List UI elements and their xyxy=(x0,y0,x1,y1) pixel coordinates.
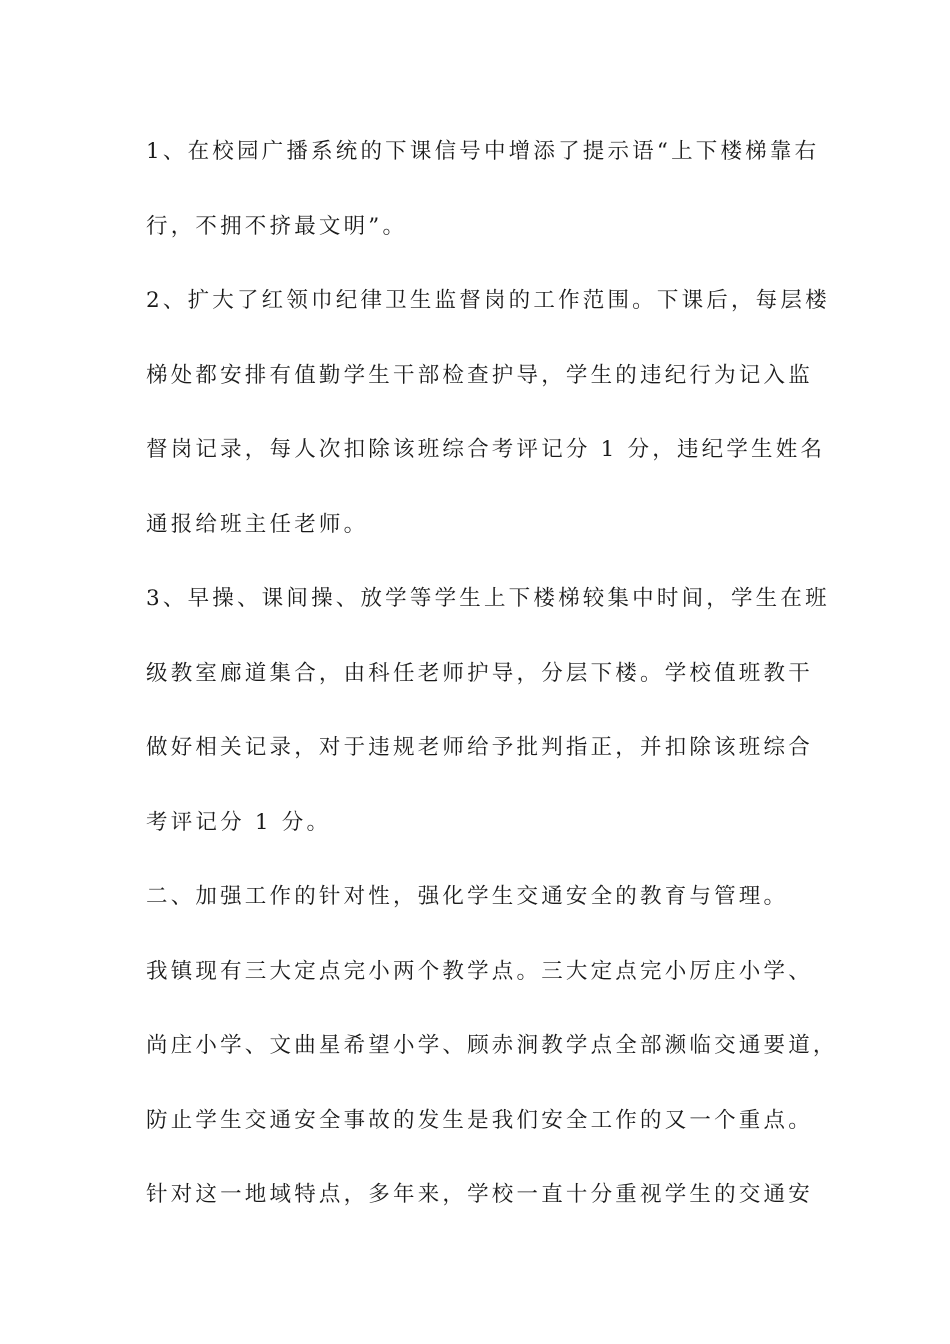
text-line-15: 针对这一地域特点，多年来，学校一直十分重视学生的交通安 xyxy=(146,1182,813,1207)
text-line-12: 我镇现有三大定点完小两个教学点。三大定点完小厉庄小学、 xyxy=(146,958,813,984)
text-line-8: 级教室廊道集合，由科任老师护导，分层下楼。学校值班教干 xyxy=(146,660,813,686)
section-heading: 二、加强工作的针对性，强化学生交通安全的教育与管理。 xyxy=(146,884,789,909)
text-line-4: 梯处都安排有值勤学生干部检查护导，学生的违纪行为记入监 xyxy=(146,362,813,388)
text-line-9: 做好相关记录，对于违规老师给予批判指正，并扣除该班综合 xyxy=(146,735,813,760)
text-line-3: 2、扩大了红领巾纪律卫生监督岗的工作范围。下课后，每层楼 xyxy=(146,288,830,313)
text-line-1: 1、在校园广播系统的下课信号中增添了提示语“上下楼梯靠右 xyxy=(146,139,820,164)
text-line-2: 行，不拥不挤最文明”。 xyxy=(146,213,408,239)
text-line-7: 3、早操、课间操、放学等学生上下楼梯较集中时间，学生在班 xyxy=(146,586,830,611)
document-body xyxy=(146,128,838,1246)
text-line-10: 考评记分 1 分。 xyxy=(146,809,332,835)
text-line-5: 督岗记录，每人次扣除该班综合考评记分 1 分，违纪学生姓名 xyxy=(146,437,826,462)
text-line-13: 尚庄小学、文曲星希望小学、顾赤涧教学点全部濒临交通要道， xyxy=(146,1033,838,1058)
text-line-14: 防止学生交通安全事故的发生是我们安全工作的又一个重点。 xyxy=(146,1107,813,1133)
text-line-6: 通报给班主任老师。 xyxy=(146,511,369,537)
